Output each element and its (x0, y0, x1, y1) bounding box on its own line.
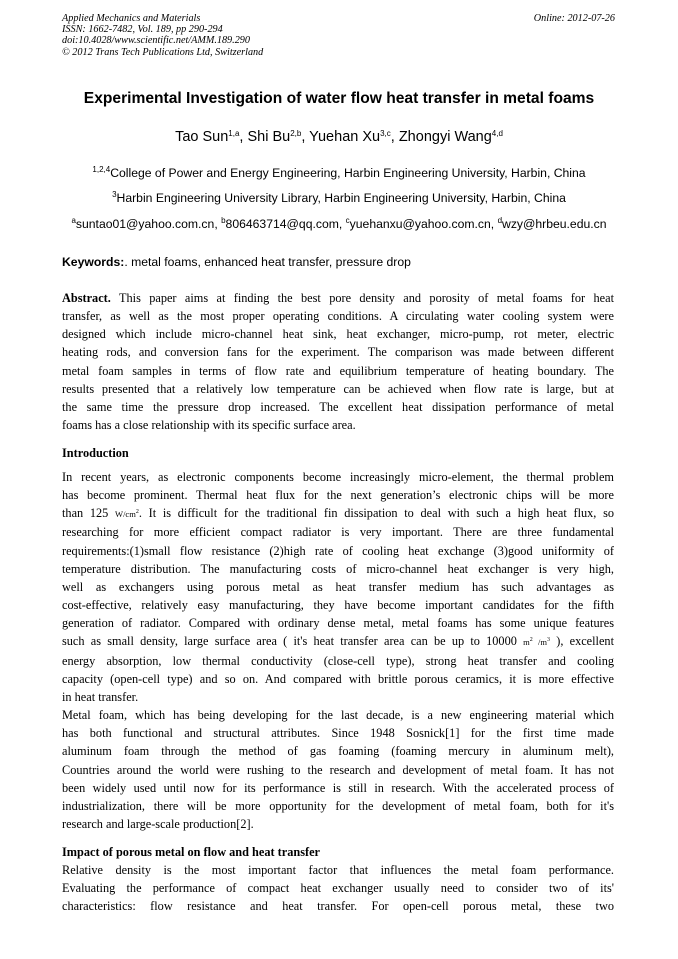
introduction-section (62, 468, 614, 833)
email-sup: b (221, 216, 226, 225)
abstract-line: metal foam samples in terms of flow rate and equilibrium temperature of heating boundary. The (62, 363, 614, 378)
paper-title: Experimental Investigation of water flow heat transfer in metal foams (83, 90, 595, 107)
intro-line: cost-effective, relatively easy manufacturing, they have become important candidates for the fifth (62, 598, 614, 613)
unit-sup: 3 (547, 637, 550, 644)
unit-text: W/cm (115, 509, 136, 520)
email-link[interactable]: suntao01@yahoo.com.cn (75, 217, 215, 231)
email-link[interactable]: yuehanxu@yahoo.com.cn (349, 217, 491, 231)
abstract-line (62, 289, 614, 307)
author-sup: 2,b (290, 129, 302, 138)
author-sup: 1,a (228, 129, 240, 138)
affiliation-text: Harbin Engineering University Library, Harbin Engineering University, Harbin, China (116, 191, 566, 205)
intro-line: capacity (open-cell type) and so on. And compared with brittle porous ceramics, it is more effective (62, 671, 614, 686)
impact-line: Relative density is the most important factor that influences the metal foam performance. (62, 863, 614, 877)
affiliation-1 (20, 165, 658, 181)
intro-line: been widely used until now for its performance is still in research. With the accelerated process of (62, 780, 614, 795)
intro-line: Metal foam, which has being developing for the last decade, is a new engineering material which (62, 708, 614, 723)
author-list: Tao Sun$^{1,a}$, Shi Bu$^{2,b}$, Yuehan Xu$^{3,c}$, Zhongyi Wang$^{4,d}$ (175, 129, 503, 145)
copyright-line: © 2012 Trans Tech Publications Ltd, Switzerland (62, 46, 264, 58)
journal-header (62, 13, 263, 58)
abstract-text: This paper aims at finding the best pore density and porosity of metal foams for heat (110, 291, 614, 305)
impact-line: Evaluating the performance of compact heat exchanger usually need to consider two of its' (62, 881, 614, 896)
intro-line (62, 632, 614, 651)
intro-line: in heat transfer. (62, 689, 139, 704)
impact-line: characteristics: flow resistance and heat transfer. For open-cell porous metal, these two (62, 899, 614, 914)
author-name: Tao Sun (175, 129, 229, 145)
intro-line: In recent years, as electronic components become increasingly micro-element, the thermal problem (62, 470, 614, 484)
section-heading-impact: Impact of porous metal on flow and heat transfer (62, 845, 320, 859)
abstract-label: Abstract. (62, 291, 111, 305)
intro-text: than 125 (62, 506, 116, 521)
unit-text: m (523, 637, 530, 648)
author-name: Shi Bu (247, 129, 291, 145)
affiliation-sup: 1,2,4 (92, 165, 111, 174)
abstract-line: results presented that a relatively low temperature can be achieved when flow rate is large, but at (62, 381, 614, 396)
affiliation-sup: 3 (112, 190, 117, 199)
author-sup: 4,d (491, 129, 503, 138)
author-name: Zhongyi Wang (398, 129, 492, 145)
abstract-line: the same time the pressure drop increased. The excellent heat dissipation performance of metal (62, 399, 614, 414)
intro-line: has both functional and structural attributes. Since 1948 Sosnick[1] for the first time made (62, 726, 614, 741)
unit-text: /m (532, 637, 547, 648)
intro-line: aluminum foam through the method of gas foaming (foaming mercury in aluminum melt), (62, 744, 614, 759)
abstract-line: foams has a close relationship with its specific surface area. (62, 418, 356, 433)
unit-sup: 2 (135, 509, 139, 516)
issn-line: ISSN: 1662-7482, Vol. 189, pp 290-294 (62, 24, 223, 36)
intro-text: . It is difficult for the traditional fin dissipation to deal with such a high heat flux, so (138, 506, 614, 521)
intro-line: requirements:(1)small flow resistance (2)high rate of cooling heat exchange (3)good uniformity of (62, 543, 614, 558)
keywords-label: Keywords: (62, 255, 125, 269)
intro-line: research and large-scale production[2]. (62, 816, 254, 831)
intro-line: energy absorption, low thermal conductivity (close-cell type), strong heat transfer and cooling (62, 653, 614, 668)
unit-area (523, 637, 550, 647)
intro-line: industrialization, there will be more opportunity for the development of metal foam, both for it's (62, 798, 614, 813)
intro-line: well as exchangers using porous metal as heat transfer medium has such advantages as (62, 579, 614, 594)
keywords-text: . metal foams, enhanced heat transfer, pressure drop (124, 255, 411, 269)
abstract-section (62, 289, 614, 434)
intro-line: Countries around the world were rushing to the research and development of metal foam. It has not (62, 762, 614, 777)
email-link[interactable]: wzy@hrbeu.edu.cn (502, 217, 607, 231)
abstract-line: heating rods, and conversion fans for the experiment. The comparison was made between different (62, 345, 614, 360)
intro-line: temperature distribution. The manufacturing costs of micro-channel heat exchanger is very high, (62, 561, 614, 576)
intro-line: generation of radiator. Compared with ordinary dense metal, metal foams has some unique features (62, 616, 614, 631)
email-sup: a (71, 216, 76, 225)
affiliation-text: College of Power and Energy Engineering, Harbin Engineering University, Harbin, China (110, 166, 586, 180)
online-date: Online: 2012-07-26 (533, 13, 615, 24)
intro-line: researching for more efficient compact radiator is very important. There are three fundamental (62, 525, 614, 540)
email-sup: c (345, 216, 350, 225)
intro-text: ), excellent (550, 634, 614, 649)
abstract-line: designed which include micro-channel heat sink, heat exchanger, micro-pump, rot meter, electric (62, 327, 614, 342)
keywords-line (62, 254, 411, 270)
section-heading-introduction: Introduction (62, 446, 129, 460)
unit-heat-flux (115, 509, 139, 519)
intro-line: has become prominent. Thermal heat flux for the next generation’s electronic chips will be more (62, 488, 614, 503)
impact-section (62, 861, 614, 915)
intro-text: such as small density, large surface area ( it's heat transfer area can be up to 10000 (62, 634, 524, 649)
affiliation-2 (20, 190, 658, 206)
abstract-line: transfer, as well as the most proper operating conditions. A circulating water cooling system were (62, 309, 614, 324)
email-sup: d (497, 216, 503, 225)
email-list: $^a$suntao01@yahoo.com.cn, $^b$806463714@qq.com, $^c$yuehanxu@yahoo.com.cn, $^d$wzy@hrbeu.edu.cn (71, 216, 607, 231)
email-link[interactable]: 806463714@qq.com (225, 217, 339, 231)
author-sup: 3,c (380, 129, 391, 138)
author-name: Yuehan Xu (309, 129, 381, 145)
unit-sup: 2 (529, 637, 533, 644)
journal-name: Applied Mechanics and Materials (62, 13, 201, 24)
doi-line[interactable]: doi:10.4028/www.scientific.net/AMM.189.290 (62, 35, 250, 47)
intro-line (62, 504, 614, 523)
